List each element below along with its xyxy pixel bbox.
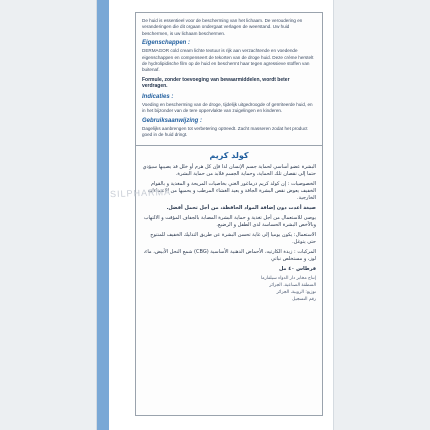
label-panel bbox=[135, 12, 323, 416]
arabic-footer-line4: رقم التسجيل bbox=[292, 296, 316, 302]
french-intro: De huid is essentieel voor de bescherming van het lichaam. De veroudering en veranderingen die dit orgaan ondergaat verlagen de weerstand. Uw huid beschermen, is uw lichaam beschermen. bbox=[142, 18, 303, 36]
formula-text: Formule, zonder toevoeging van bewaarmiddelen, wordt beter verdragen. bbox=[142, 76, 290, 90]
french-section bbox=[136, 13, 322, 145]
arabic-footer-line3: توزيع: الرويبة، الجزائر bbox=[276, 289, 316, 295]
arabic-properties: الخصوصيات : إن كولد كريم درماغور الغني بخاصيات المريحة و المغذية و بالقوام الخفيف يعوض نقص البشرة الجافة و يعيد الغشاء المرطب و يحميها من الاعتداءات الخارجية. bbox=[147, 180, 316, 201]
properties-text: DERMAGOR cold cream lichte textuur is rijk aan verzachtende en voedende eigenschappen en compenseert de tekorten van de droge huid. Deze crème herstelt de hydrolipidische film op de huid en beschermt haar tegen agressieve stoffen van buitenaf. bbox=[142, 48, 314, 73]
background-right bbox=[334, 0, 430, 430]
usage-heading: Gebruiksaanwijzing : bbox=[142, 117, 203, 124]
usage-text: Dagelijks aanbrengen tot verbetering optreedt. Zacht masseren zodat het product goed in de huid dringt. bbox=[142, 125, 308, 138]
product-box bbox=[96, 0, 334, 430]
arabic-indications: يوصى للاستعمال من أجل تغذية و حماية البشرة المصابة بالجفاف المؤقت و الالتهاب وبالأخص البشرة الحساسة لدى الطفل و الرضيع. bbox=[143, 214, 316, 228]
arabic-footer-line1: إنتاج مخابر دار الدواء سيلفارما bbox=[260, 275, 316, 281]
arabic-composition: المركبات : زبدة الكارتيه، الأحماض الدهنية الأساسية (CBG) شمع النحل الأبيض، ماء، لوز، و مستخلص نباتي bbox=[143, 248, 316, 262]
indications-heading: Indicaties : bbox=[142, 94, 174, 101]
arabic-volume: قرطاس ٤٠ مل bbox=[278, 265, 316, 272]
background-left bbox=[0, 0, 96, 430]
arabic-footer-line2: المنطقة الصناعية، الجزائر bbox=[269, 282, 316, 288]
box-blue-edge bbox=[97, 0, 109, 430]
arabic-section bbox=[136, 146, 322, 307]
properties-heading: Eigenschappen : bbox=[142, 40, 191, 47]
watermark: SILPHARMA bbox=[109, 186, 172, 200]
indications-text: Voeding en bescherming van de droge, tijdelijk uitgedroogde of geïrriteerde huid, en in het bijzonder van de tere oppervlakte van zuigelingen en kinderen. bbox=[142, 102, 313, 114]
arabic-formula: صيغة أعدت دون إضافة المواد الحافظة، من أجل تحمل أفضل. bbox=[166, 204, 316, 211]
arabic-intro: البشرة عضو أساسي لحماية جسم الإنسان لذا فإن كل هرم أو خلل قد يصيبها سيؤدي حتما إلى نقصان تلك الحماية، وحماية الجسم فلابد من حماية البشرة. bbox=[142, 163, 316, 177]
arabic-usage: الاستعمال: يكون يوميا إلى غاية تحسن البشرة عن طريق التدليك الخفيف للمنتوج حتى يتوغل. bbox=[150, 231, 316, 245]
arabic-title: كولد كريم bbox=[209, 150, 249, 160]
